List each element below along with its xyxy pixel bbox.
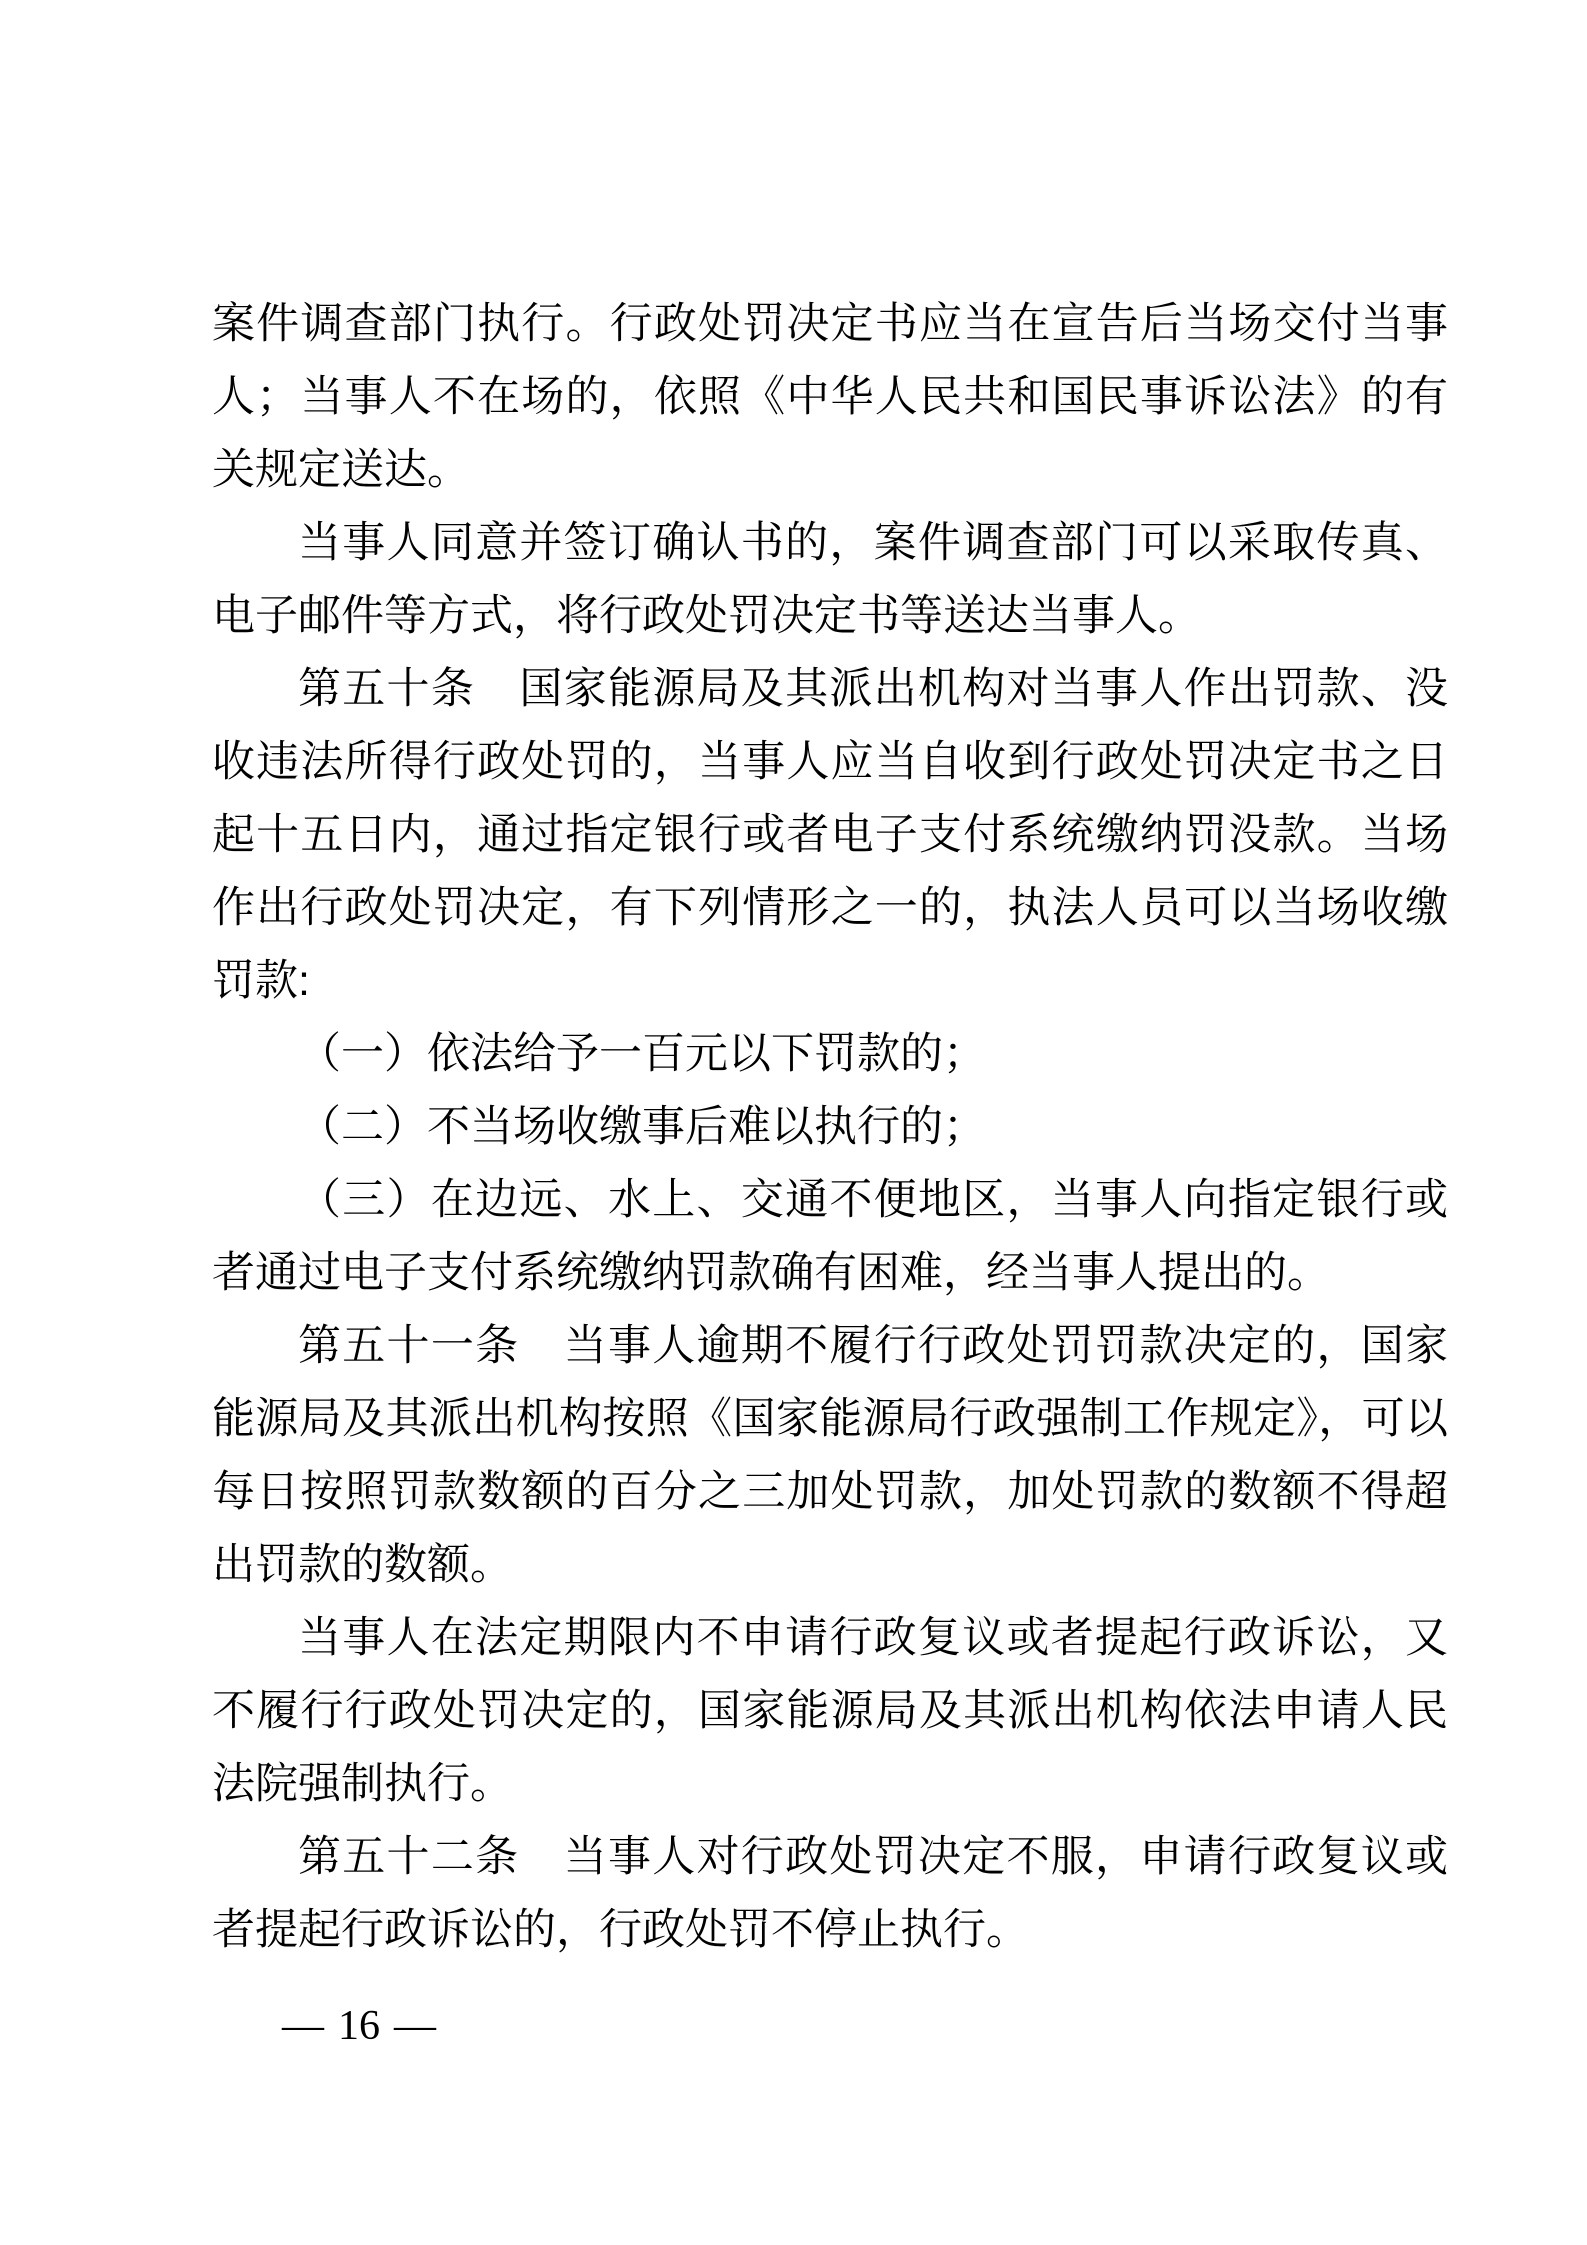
paragraph: （三）在边远、水上、交通不便地区，当事人向指定银行或者通过电子支付系统缴纳罚款确有困难，经当事人提出的。 xyxy=(212,1176,1448,1297)
paragraph: 第五十一条 当事人逾期不履行行政处罚罚款决定的，国家能源局及其派出机构按照《国家能源局行政强制工作规定》，可以每日按照罚款数额的百分之三加处罚款，加处罚款的数额不得超出罚款的数额。 xyxy=(212,1322,1448,1589)
footer-right-dash: — xyxy=(394,2003,436,2049)
page-footer xyxy=(282,2002,436,2050)
paragraph: 第五十二条 当事人对行政处罚决定不服，申请行政复议或者提起行政诉讼的，行政处罚不停止执行。 xyxy=(212,1833,1448,1954)
paragraph: 当事人同意并签订确认书的，案件调查部门可以采取传真、电子邮件等方式，将行政处罚决定书等送达当事人。 xyxy=(212,519,1448,640)
footer-left-dash: — xyxy=(282,2003,324,2049)
paragraph: 第五十条 国家能源局及其派出机构对当事人作出罚款、没收违法所得行政处罚的，当事人应当自收到行政处罚决定书之日起十五日内，通过指定银行或者电子支付系统缴纳罚没款。当场作出行政处罚决定，有下列情形之一的，执法人员可以当场收缴罚款: xyxy=(212,665,1448,1005)
paragraph: 当事人在法定期限内不申请行政复议或者提起行政诉讼，又不履行行政处罚决定的，国家能源局及其派出机构依法申请人民法院强制执行。 xyxy=(212,1614,1448,1808)
page-number: 16 xyxy=(338,2003,380,2049)
paragraph: （二）不当场收缴事后难以执行的； xyxy=(298,1103,986,1151)
paragraph: （一）依法给予一百元以下罚款的； xyxy=(298,1030,986,1078)
paragraph: 案件调查部门执行。行政处罚决定书应当在宣告后当场交付当事人；当事人不在场的，依照《中华人民共和国民事诉讼法》的有关规定送达。 xyxy=(212,300,1448,494)
document-body xyxy=(212,288,1448,1967)
